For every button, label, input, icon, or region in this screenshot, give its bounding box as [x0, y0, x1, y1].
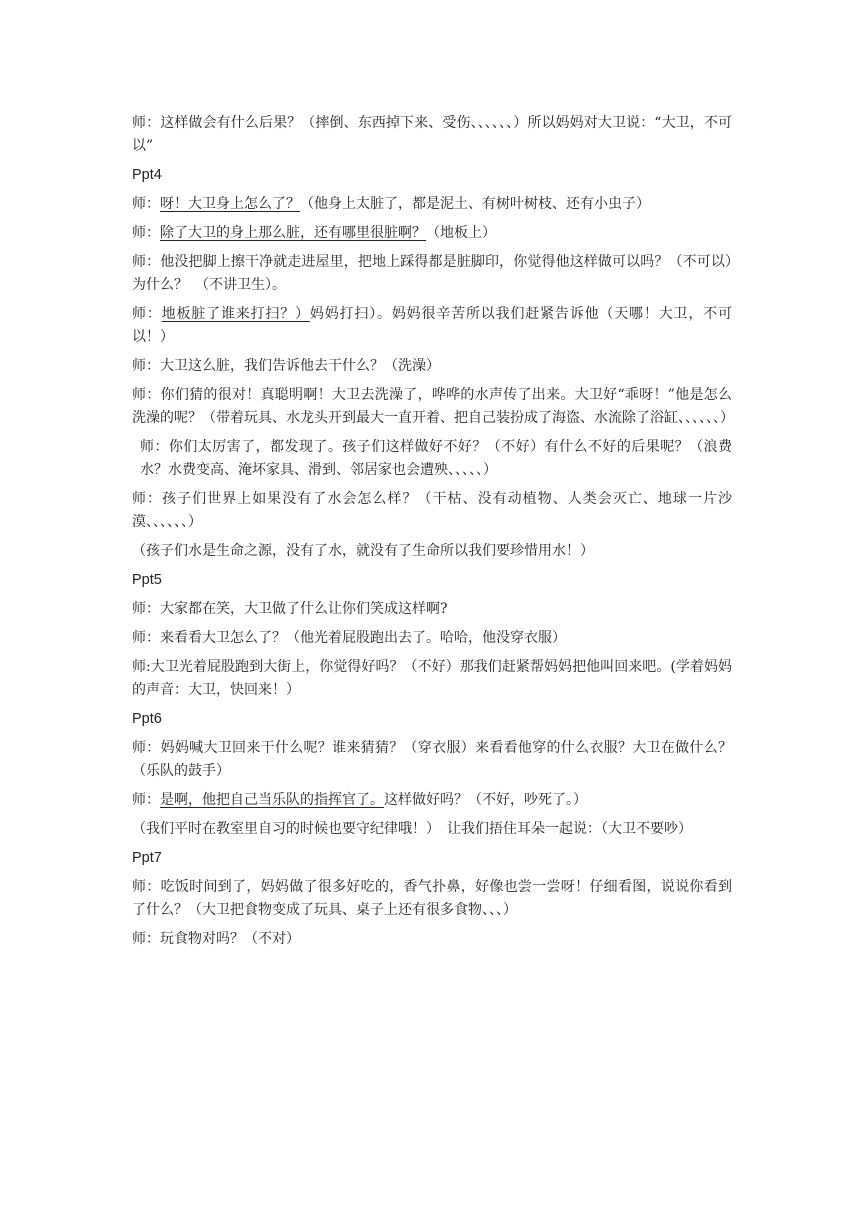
paragraph: 师：妈妈喊大卫回来干什么呢？谁来猜猜？（穿衣服）来看看他穿的什么衣服？大卫在做什么？（乐队的鼓手）	[132, 740, 732, 779]
paragraph: 师：吃饭时间到了，妈妈做了很多好吃的，香气扑鼻，好像也尝一尝呀！仔细看图，说说你看到了什么？（大卫把食物变成了玩具、桌子上还有很多食物、、、）	[132, 879, 732, 918]
paragraph: 师：来看看大卫怎么了？（他光着屁股跑出去了。哈哈，他没穿衣服）	[132, 630, 566, 646]
speaker-label: 师：	[132, 306, 162, 322]
paragraph: 师：孩子们世界上如果没有了水会怎么样？（干枯、没有动植物、人类会灭亡、地球一片沙漠、、、、、、）	[132, 491, 732, 530]
speaker-label: 师：	[132, 792, 160, 808]
paragraph: 师：你们太厉害了，都发现了。孩子们这样做好不好？（不好）有什么不好的后果呢？（浪费水？水费变高、淹坏家具、滑到、邻居家也会遭殃、、、、、）	[140, 439, 732, 478]
paragraph	[132, 789, 732, 812]
underlined-question: 是啊，他把自己当乐队的指挥官了。	[160, 792, 384, 808]
underlined-question: 除了大卫的身上那么脏，还有哪里很脏啊？	[160, 225, 426, 241]
document-body	[132, 112, 732, 957]
paragraph: 师：你们猜的很对！真聪明啊！大卫去洗澡了，哗哗的水声传了出来。大卫好“乖呀！”他是怎么洗澡的呢？（带着玩具、水龙头开到最大一直开着、把自己装扮成了海盗、水流除了浴缸、、、、、、）	[132, 387, 734, 426]
paragraph	[132, 303, 732, 349]
answer-text: （他身上太脏了，都是泥土、有树叶树枝、还有小虫子）	[300, 196, 650, 212]
paragraph: （孩子们水是生命之源，没有了水，就没有了生命所以我们要珍惜用水！）	[132, 543, 594, 559]
answer-text: 妈妈打扫）。妈妈很辛苦所以我们赶紧告诉他（天哪！大卫，不可以！）	[132, 306, 733, 345]
paragraph: 师：玩食物对吗？（不对）	[132, 931, 300, 947]
underlined-question: 呀！大卫身上怎么了？	[160, 196, 300, 212]
paragraph: 师：这样做会有什么后果？（摔倒、东西掉下来、受伤、、、、、、）所以妈妈对大卫说：“大卫，不可以”	[132, 115, 732, 154]
speaker-label: 师：	[132, 225, 160, 241]
answer-text: 这样做好吗？（不好，吵死了。）	[384, 792, 587, 808]
paragraph: （我们平时在教室里自习的时候也要守纪律哦！） 让我们捂住耳朵一起说：（大卫不要吵）	[132, 821, 692, 837]
paragraph	[132, 193, 732, 216]
paragraph: 师：大家都在笑，大卫做了什么让你们笑成这样啊?	[132, 601, 448, 617]
section-heading-ppt5: Ppt5	[132, 572, 162, 588]
underlined-question: 地板脏了谁来打扫？）	[161, 306, 310, 322]
paragraph: 师：他没把脚上擦干净就走进屋里，把地上踩得都是脏脚印，你觉得他这样做可以吗？（不可以）为什么？ （不讲卫生）。	[132, 254, 732, 293]
speaker-label: 师：	[132, 196, 160, 212]
paragraph: 师：大卫这么脏，我们告诉他去干什么？（洗澡）	[132, 358, 440, 374]
section-heading-ppt6: Ppt6	[132, 711, 162, 727]
section-heading-ppt4: Ppt4	[132, 167, 162, 183]
answer-text: （地板上）	[426, 225, 496, 241]
section-heading-ppt7: Ppt7	[132, 850, 162, 866]
paragraph: 师:大卫光着屁股跑到大街上，你觉得好吗？（不好）那我们赶紧帮妈妈把他叫回来吧。(学着妈妈的声音：大卫，快回来！）	[132, 659, 732, 698]
paragraph	[132, 222, 732, 245]
